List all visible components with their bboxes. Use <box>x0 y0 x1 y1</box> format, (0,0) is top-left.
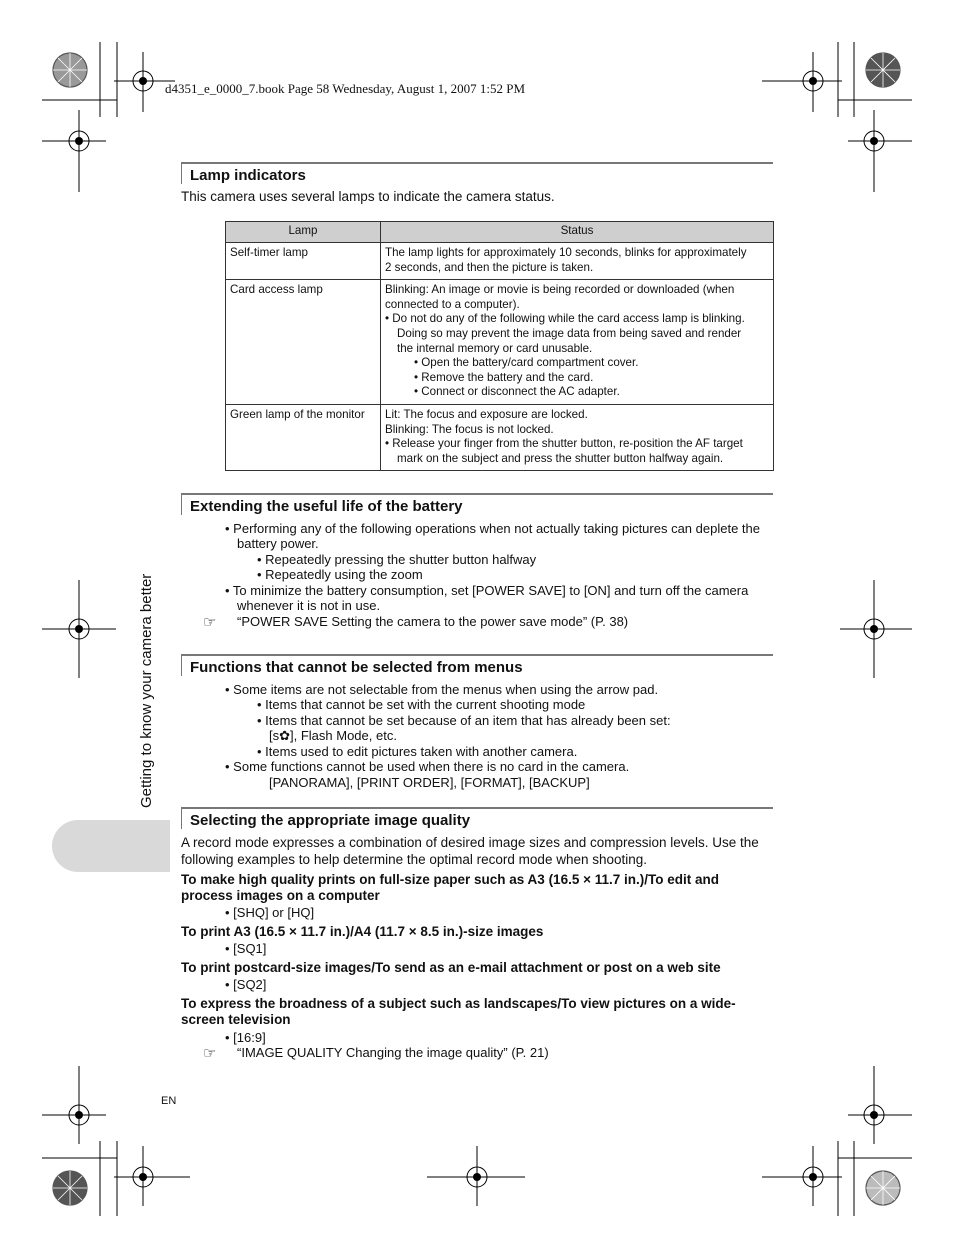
status-bullet: • Release your finger from the shutter button, re-position the AF target <box>385 437 743 451</box>
book-header: d4351_e_0000_7.book Page 58 Wednesday, August 1, 2007 1:52 PM <box>165 81 526 96</box>
reference-icon: ☞ <box>203 614 217 631</box>
section-title-lamp: Lamp indicators <box>181 162 773 184</box>
table-row <box>226 243 774 280</box>
section-title-quality: Selecting the appropriate image quality <box>181 807 773 829</box>
quality-heading: To print postcard-size images/To send as an e-mail attachment or post on a web site <box>181 960 721 975</box>
table-row <box>226 280 774 405</box>
status-line: Lit: The focus and exposure are locked. <box>385 407 588 421</box>
quality-heading: To express the broadness of a subject such as landscapes/To view pictures on a wide-screen television <box>181 996 736 1027</box>
quality-heading: To print A3 (16.5 × 11.7 in.)/A4 (11.7 × 8.5 in.)-size images <box>181 924 544 939</box>
functions-subbullet: • Items that cannot be set because of an item that has already been set: <box>257 713 671 728</box>
language-code: EN <box>161 1095 177 1107</box>
functions-line: [PANORAMA], [PRINT ORDER], [FORMAT], [BACKUP] <box>269 775 590 790</box>
reference-icon: ☞ <box>203 1045 217 1062</box>
battery-bullet: • To minimize the battery consumption, set [POWER SAVE] to [ON] and turn off the camera <box>225 583 749 598</box>
status-line: the internal memory or card unusable. <box>397 341 593 355</box>
status-subbullet: • Open the battery/card compartment cover. <box>414 356 639 370</box>
quality-bullet: • [SQ1] <box>225 941 267 956</box>
quality-page-reference: “IMAGE QUALITY Changing the image quality” (P. 21) <box>237 1045 549 1060</box>
quality-bullet: • [SQ2] <box>225 977 267 992</box>
battery-bullet: • Performing any of the following operations when not actually taking pictures can deplete the <box>225 521 760 536</box>
table-row <box>226 404 774 470</box>
functions-bullet: • Some items are not selectable from the menus when using the arrow pad. <box>225 682 659 697</box>
lamp-header: Lamp <box>226 222 381 243</box>
status-line: Blinking: The focus is not locked. <box>385 422 554 436</box>
lamp-status <box>381 404 774 470</box>
lamp-status <box>381 280 774 405</box>
status-line: Blinking: An image or movie is being recorded or downloaded (when <box>385 283 735 297</box>
status-header: Status <box>381 222 774 243</box>
side-chapter-title: Getting to know your camera better <box>138 573 155 808</box>
section-title-battery: Extending the useful life of the battery <box>181 493 773 515</box>
quality-heading: To make high quality prints on full-size paper such as A3 (16.5 × 11.7 in.)/To edit and process images on a computer <box>181 872 719 903</box>
lamp-name: Self-timer lamp <box>226 243 381 280</box>
battery-line: whenever it is not in use. <box>237 598 381 613</box>
battery-subbullet: • Repeatedly using the zoom <box>257 567 423 582</box>
status-line: The lamp lights for approximately 10 seconds, blinks for approximately <box>385 246 747 259</box>
quality-bullet: • [SHQ] or [HQ] <box>225 905 315 920</box>
status-line: 2 seconds, and then the picture is taken. <box>385 260 594 274</box>
lamp-table <box>225 221 774 471</box>
battery-subbullet: • Repeatedly pressing the shutter button halfway <box>257 552 537 567</box>
lamp-intro: This camera uses several lamps to indicate the camera status. <box>181 189 555 204</box>
chapter-tab <box>52 820 170 872</box>
section-title-functions: Functions that cannot be selected from menus <box>181 654 773 676</box>
lamp-name: Card access lamp <box>226 280 381 405</box>
status-line: connected to a computer). <box>385 297 520 311</box>
status-line: Doing so may prevent the image data from being saved and render <box>397 326 742 340</box>
functions-bullet: • Some functions cannot be used when there is no card in the camera. <box>225 759 630 774</box>
functions-line: [s✿], Flash Mode, etc. <box>269 728 397 743</box>
battery-line: battery power. <box>237 536 319 551</box>
status-subbullet: • Connect or disconnect the AC adapter. <box>414 385 620 399</box>
status-subbullet: • Remove the battery and the card. <box>414 370 594 384</box>
functions-subbullet: • Items that cannot be set with the current shooting mode <box>257 697 586 712</box>
battery-page-reference: “POWER SAVE Setting the camera to the power save mode” (P. 38) <box>237 614 629 629</box>
status-bullet: • Do not do any of the following while the card access lamp is blinking. <box>385 312 745 326</box>
status-line: mark on the subject and press the shutter button halfway again. <box>397 451 724 465</box>
quality-intro: A record mode expresses a combination of desired image sizes and compression levels. Use the following examples to help determine the optimal record mode when shooting. <box>181 835 759 867</box>
lamp-status <box>381 243 774 280</box>
quality-bullet: • [16:9] <box>225 1030 266 1045</box>
lamp-name: Green lamp of the monitor <box>226 404 381 470</box>
functions-subbullet: • Items used to edit pictures taken with another camera. <box>257 744 578 759</box>
